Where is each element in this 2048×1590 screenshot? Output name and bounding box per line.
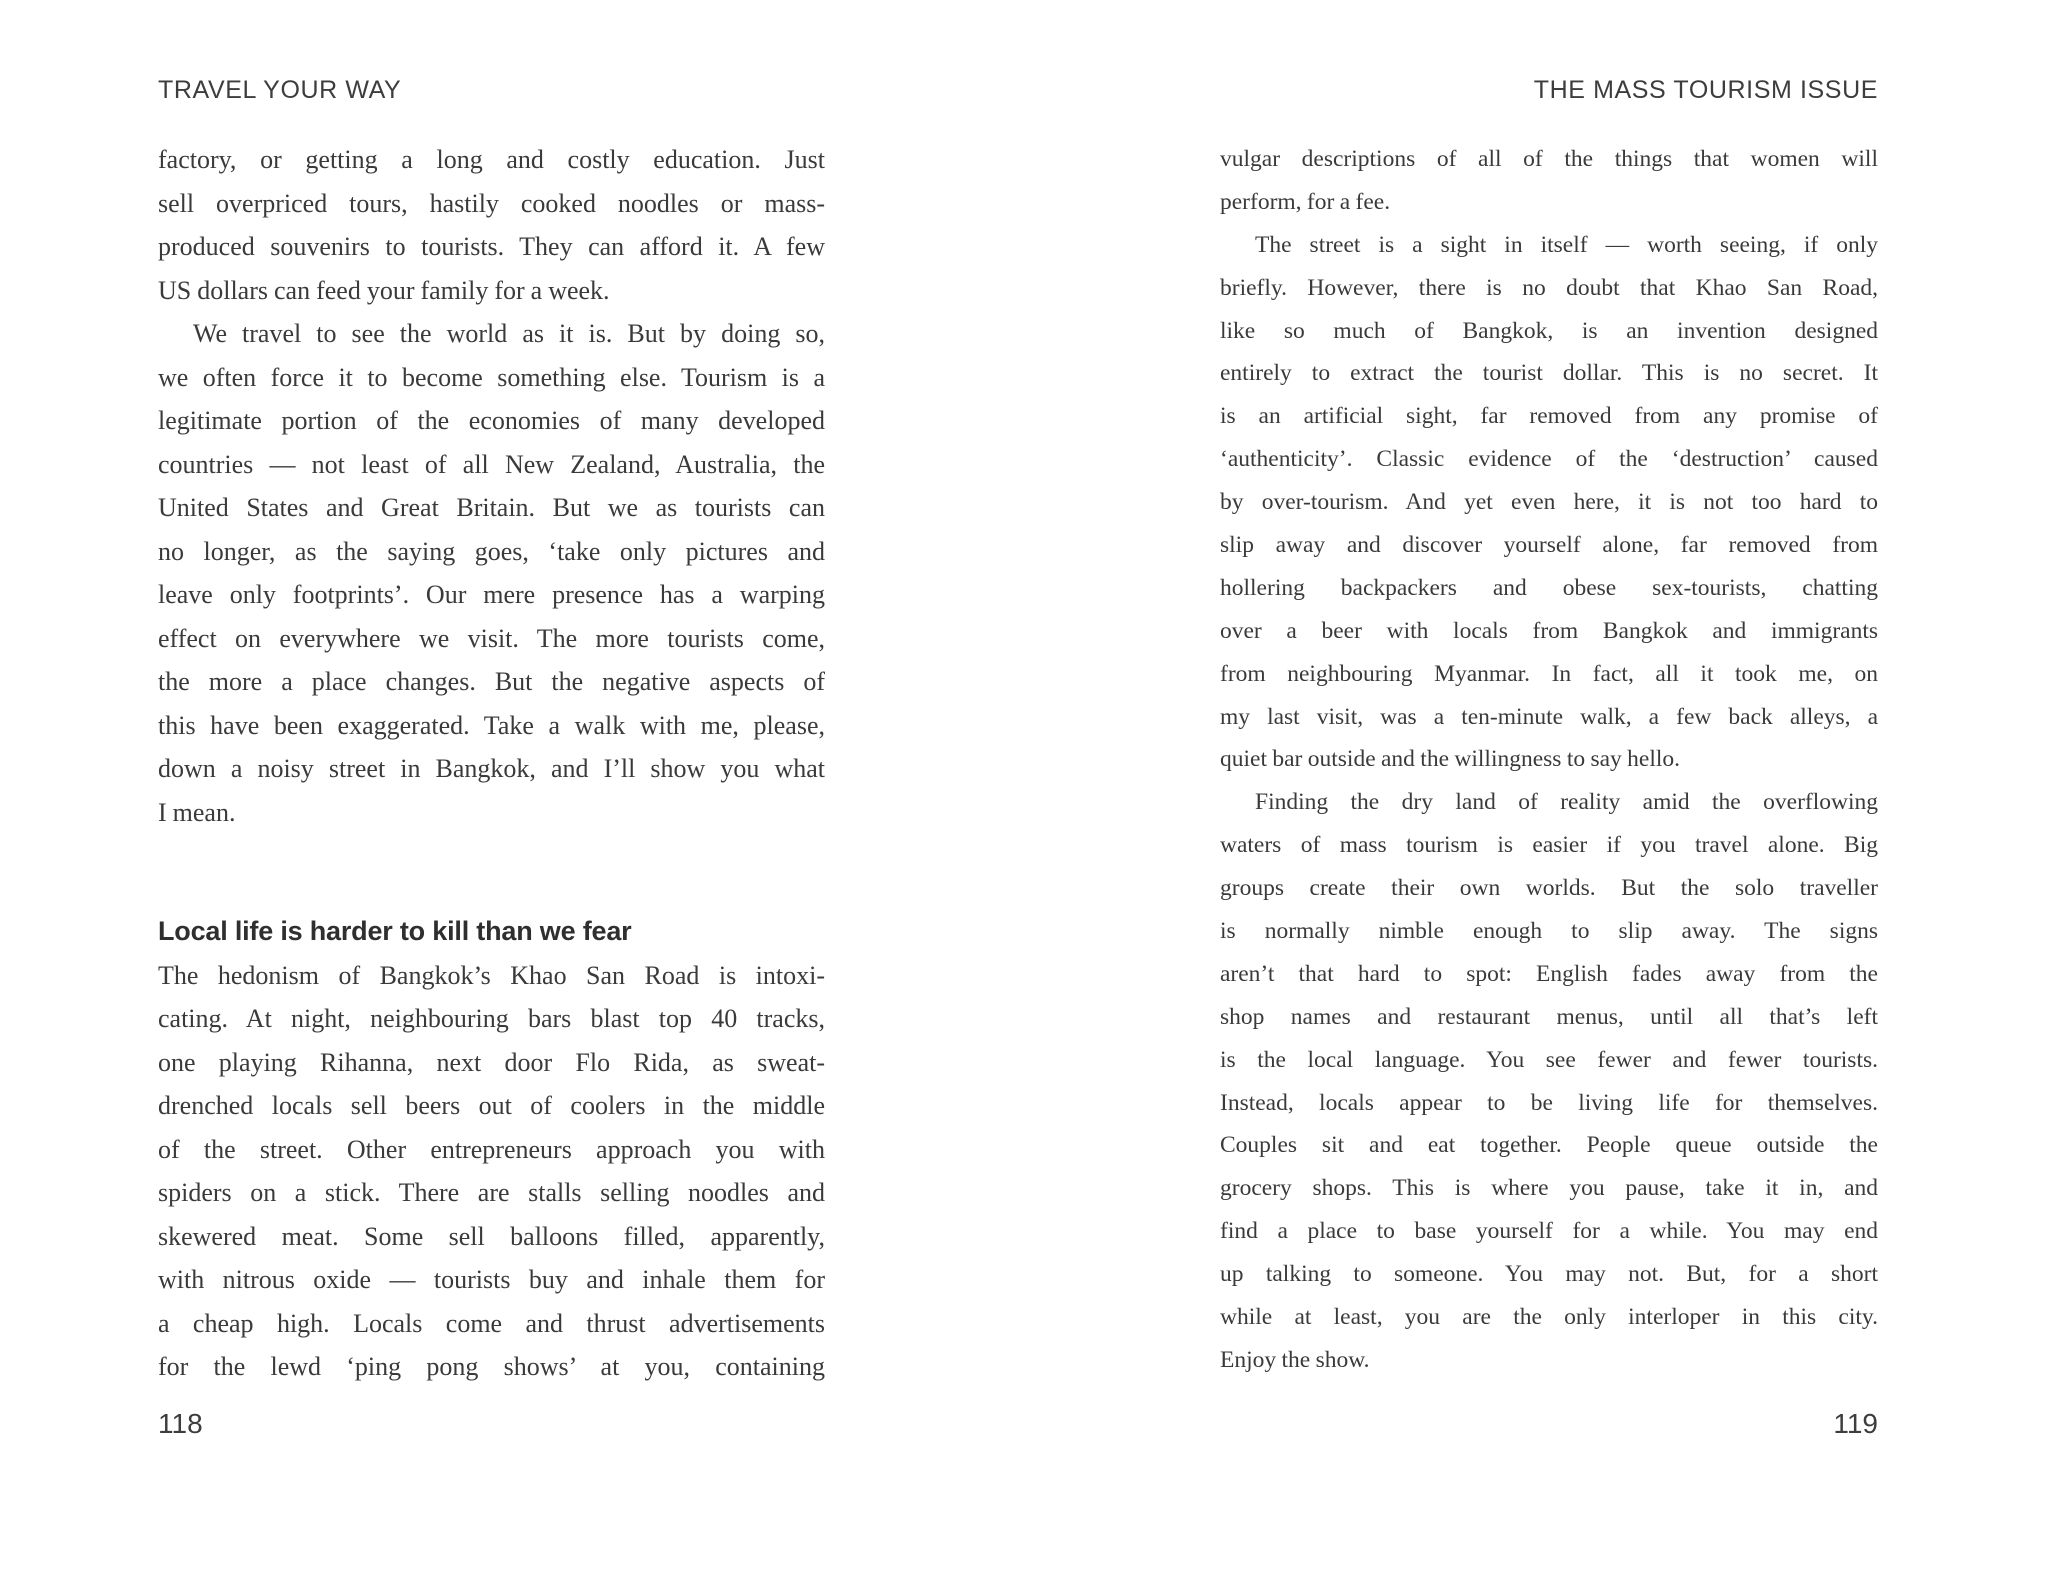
text-line: quiet bar outside and the willingness to say hello.: [1220, 746, 1681, 773]
text-line: the more a place changes. But the negative aspects of: [158, 667, 825, 696]
text-line: we often force it to become something else. Tourism is a: [158, 362, 825, 392]
text-line: by over-tourism. And yet even here, it is not too hard to: [1220, 489, 1878, 516]
text-line: skewered meat. Some sell balloons filled, apparently,: [158, 1221, 825, 1251]
text-line: sell overpriced tours, hastily cooked noodles or mass-: [158, 188, 825, 218]
text-line: groups create their own worlds. But the solo traveller: [1220, 875, 1878, 902]
text-line: Finding the dry land of reality amid the overflowing: [1255, 789, 1878, 816]
text-line: my last visit, was a ten-minute walk, a few back alleys, a: [1220, 703, 1878, 730]
text-line: aren’t that hard to spot: English fades away from the: [1220, 960, 1878, 987]
text-line: find a place to base yourself for a while. You may end: [1220, 1218, 1878, 1245]
text-line: US dollars can feed your family for a week.: [158, 275, 610, 305]
text-line: cating. At night, neighbouring bars blast top 40 tracks,: [158, 1004, 825, 1033]
text-line: a cheap high. Locals come and thrust advertisements: [158, 1308, 825, 1338]
text-line: leave only footprints’. Our mere presence has a warping: [158, 580, 825, 609]
text-line: ‘authenticity’. Classic evidence of the ‘destruction’ caused: [1220, 446, 1878, 473]
text-line: one playing Rihanna, next door Flo Rida, as sweat-: [158, 1047, 825, 1077]
text-line: of the street. Other entrepreneurs approach you with: [158, 1134, 825, 1164]
text-line: vulgar descriptions of all of the things that women will: [1220, 146, 1878, 172]
text-line: entirely to extract the tourist dollar. This is no secret. It: [1220, 360, 1878, 387]
text-line: effect on everywhere we visit. The more tourists come,: [158, 623, 825, 653]
right-page-text-column: [1220, 138, 1878, 1382]
text-line: is the local language. You see fewer and fewer tourists.: [1220, 1046, 1878, 1073]
text-line: no longer, as the saying goes, ‘take only pictures and: [158, 536, 825, 566]
text-line: produced souvenirs to tourists. They can afford it. A few: [158, 232, 825, 261]
text-line: Instead, locals appear to be living life for themselves.: [1220, 1089, 1878, 1116]
text-line: United States and Great Britain. But we as tourists can: [158, 493, 825, 522]
text-line: this have been exaggerated. Take a walk with me, please,: [158, 710, 825, 740]
text-line: I mean.: [158, 797, 236, 827]
text-line: Enjoy the show.: [1220, 1346, 1370, 1373]
text-line: drenched locals sell beers out of coolers in the middle: [158, 1091, 825, 1120]
text-line: while at least, you are the only interloper in this city.: [1220, 1304, 1878, 1331]
text-line: shop names and restaurant menus, until all that’s left: [1220, 1003, 1878, 1030]
text-line: spiders on a stick. There are stalls selling noodles and: [158, 1178, 825, 1207]
page-number-right: 119: [1833, 1408, 1878, 1439]
text-line: over a beer with locals from Bangkok and immigrants: [1220, 617, 1878, 644]
text-line: perform, for a fee.: [1220, 188, 1391, 215]
text-line: legitimate portion of the economies of many developed: [158, 406, 825, 435]
text-line: for the lewd ‘ping pong shows’ at you, containing: [158, 1352, 825, 1381]
text-line: grocery shops. This is where you pause, take it in, and: [1220, 1175, 1878, 1202]
text-line: like so much of Bangkok, is an invention designed: [1220, 317, 1878, 344]
text-line: Couples sit and eat together. People queue outside the: [1220, 1132, 1878, 1159]
text-line: We travel to see the world as it is. But by doing so,: [193, 319, 825, 348]
text-line: slip away and discover yourself alone, far removed from: [1220, 532, 1878, 559]
left-page-text-column: [158, 138, 825, 1389]
text-line: from neighbouring Myanmar. In fact, all it took me, on: [1220, 660, 1878, 687]
text-line: briefly. However, there is no doubt that Khao San Road,: [1220, 274, 1878, 301]
text-line: The hedonism of Bangkok’s Khao San Road is intoxi-: [158, 960, 825, 990]
text-line: is an artificial sight, far removed from any promise of: [1220, 403, 1878, 430]
running-header-right: THE MASS TOURISM ISSUE: [1533, 76, 1878, 104]
text-line: The street is a sight in itself — worth seeing, if only: [1255, 231, 1878, 258]
text-line: hollering backpackers and obese sex-tourists, chatting: [1220, 574, 1878, 601]
text-line: up talking to someone. You may not. But, for a short: [1220, 1261, 1878, 1288]
section-heading: Local life is harder to kill than we fear: [158, 916, 632, 946]
text-line: is normally nimble enough to slip away. The signs: [1220, 918, 1878, 945]
text-line: with nitrous oxide — tourists buy and inhale them for: [158, 1265, 825, 1294]
text-line: factory, or getting a long and costly education. Just: [158, 145, 825, 174]
running-header-left: TRAVEL YOUR WAY: [158, 76, 402, 104]
text-line: down a noisy street in Bangkok, and I’ll show you what: [158, 754, 825, 783]
text-line: countries — not least of all New Zealand, Australia, the: [158, 449, 825, 479]
text-line: waters of mass tourism is easier if you travel alone. Big: [1220, 832, 1878, 859]
page-number-left: 118: [158, 1408, 203, 1439]
